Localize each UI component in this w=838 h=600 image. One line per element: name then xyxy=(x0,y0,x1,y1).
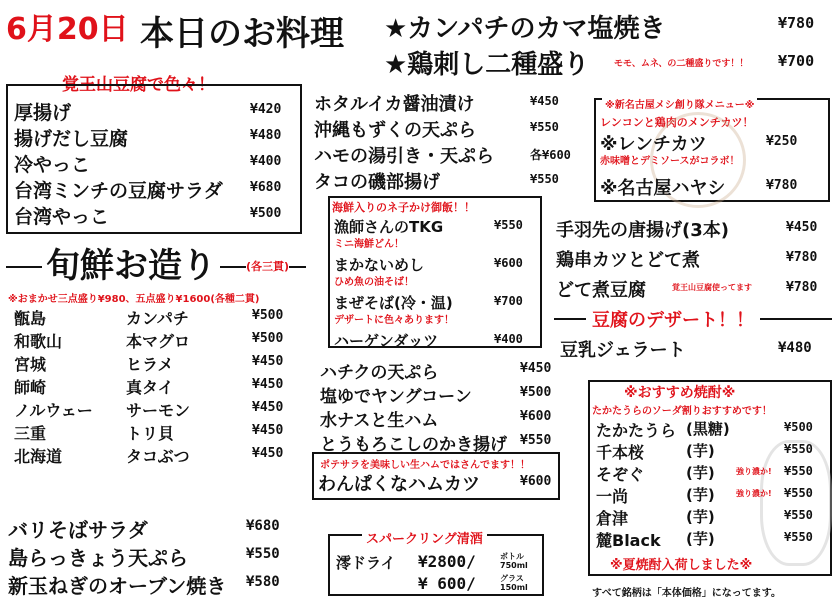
dessert-header: 豆腐のデザート！！ xyxy=(586,306,760,332)
nagoya-item-name: ※レンチカツ xyxy=(600,134,707,155)
menu-date: 6月20日 xyxy=(6,12,129,47)
tofu-item-name: 揚げだし豆腐 xyxy=(14,128,129,150)
sashimi-title-note: (各三貫) xyxy=(246,260,290,273)
hamukatsu-price: ¥600 xyxy=(520,474,552,489)
rice-item-name: まぜそば(冷・温) xyxy=(334,294,453,312)
sashimi-price: ¥450 xyxy=(252,354,284,369)
nagoya-item-price: ¥780 xyxy=(766,178,798,193)
right-mid-item-name: 手羽先の唐揚げ(3本) xyxy=(556,220,729,241)
sashimi-title: 旬鮮お造り xyxy=(42,238,220,287)
rice-item-price: ¥600 xyxy=(494,256,523,270)
sashimi-price: ¥450 xyxy=(252,400,284,415)
shochu-name: たかたうら xyxy=(596,421,677,440)
sashimi-price: ¥450 xyxy=(252,377,284,392)
sashimi-origin: ノルウェー xyxy=(14,401,93,420)
shochu-type: (芋) xyxy=(686,508,715,526)
tofu-item-price: ¥420 xyxy=(250,102,282,117)
tofu-header: 覚王山豆腐で色々！ xyxy=(62,75,215,95)
right-mid-item-price: ¥780 xyxy=(786,280,818,295)
page-title: 本日のお料理 xyxy=(140,14,344,54)
bottom-left-item-price: ¥580 xyxy=(246,574,280,590)
rice-header: 海鮮入りのネ子かけ御飯！！ xyxy=(332,201,475,214)
shochu-price: ¥550 xyxy=(784,464,813,478)
nagoya-item-name: 赤味噌とデミソースがコラボ！ xyxy=(600,156,740,167)
shochu-header: ※おすすめ焼酎※ xyxy=(624,385,736,401)
tofu-item-price: ¥400 xyxy=(250,154,282,169)
sashimi-origin: 和歌山 xyxy=(14,332,63,351)
special-2-name: ★鶏刺し二種盛り xyxy=(384,50,590,80)
tofu-item-price: ¥480 xyxy=(250,128,282,143)
sparkling-glass-note: グラス150ml xyxy=(500,574,528,592)
sashimi-origin: 甑島 xyxy=(14,309,47,328)
bottom-left-item-name: バリそばサラダ xyxy=(8,518,148,542)
shochu-price: ¥550 xyxy=(784,486,813,500)
mid-bottom-item-price: ¥600 xyxy=(520,409,552,424)
shochu-price: ¥500 xyxy=(784,420,813,434)
right-mid-item-price: ¥780 xyxy=(786,250,818,265)
special-1-price: ¥780 xyxy=(778,14,815,32)
sparkling-name: 澪ドライ xyxy=(336,554,396,572)
shochu-note: 強り濃か! xyxy=(736,489,772,498)
sashimi-price: ¥500 xyxy=(252,308,284,323)
hamukatsu-note: ポテサラを美味しい生ハムではさんでます！！ xyxy=(320,460,530,471)
right-mid-item-note: 覚王山豆腐使ってます xyxy=(672,283,752,292)
mid-top-item-name: ホタルイカ醤油漬け xyxy=(314,94,475,115)
mid-top-item-price: ¥450 xyxy=(530,94,559,108)
special-2-note: モモ、ムネ、の二種盛りです！！ xyxy=(614,59,749,69)
shochu-name: そぞぐ xyxy=(596,465,645,484)
tofu-item-name: 台湾ミンチの豆腐サラダ xyxy=(14,180,223,202)
sparkling-bottle-note: ボトル750ml xyxy=(500,552,528,570)
rice-item-price: ¥400 xyxy=(494,332,523,346)
mid-top-item-name: タコの磯部揚げ xyxy=(314,172,440,193)
sashimi-origin: 師崎 xyxy=(14,378,47,397)
rice-item-name: まかないめし xyxy=(334,256,425,274)
mid-top-item-price: ¥550 xyxy=(530,172,559,186)
sashimi-price: ¥450 xyxy=(252,446,284,461)
shochu-type: (芋) xyxy=(686,530,715,548)
mid-bottom-item-price: ¥550 xyxy=(520,433,552,448)
tofu-item-price: ¥500 xyxy=(250,206,282,221)
footer-note: すべて銘柄は「本体価格」になってます。 xyxy=(592,588,781,599)
rice-item-price: ¥700 xyxy=(494,294,523,308)
rice-item-name: 漁師さんのTKG xyxy=(334,218,444,236)
right-mid-item-price: ¥450 xyxy=(786,220,818,235)
tofu-item-name: 台湾やっこ xyxy=(14,206,110,228)
sashimi-fish: サーモン xyxy=(126,401,191,420)
sashimi-fish: トリ貝 xyxy=(126,424,175,443)
shochu-note: 強り濃か! xyxy=(736,467,772,476)
mid-bottom-item-name: 塩ゆでヤングコーン xyxy=(320,387,472,407)
sashimi-price: ¥450 xyxy=(252,423,284,438)
nagoya-item-price: ¥250 xyxy=(766,134,798,149)
shochu-price: ¥550 xyxy=(784,508,813,522)
special-1-name: ★カンパチのカマ塩焼き xyxy=(384,14,666,44)
shochu-footer: ※夏焼酎入荷しました※ xyxy=(610,558,753,573)
rice-item-name: ミニ海鮮どん！ xyxy=(334,239,404,250)
bottom-left-item-price: ¥680 xyxy=(246,518,280,534)
mid-bottom-item-name: ハチクの天ぷら xyxy=(320,363,439,383)
sashimi-note: ※おまかせ三点盛り¥980、五点盛り¥1600(各種二貫) xyxy=(8,294,260,305)
nagoya-item-name: ※名古屋ハヤシ xyxy=(600,178,726,199)
mid-bottom-item-price: ¥450 xyxy=(520,361,552,376)
nagoya-sub: レンコンと鶏肉のメンチカツ！ xyxy=(600,116,754,129)
mid-top-item-name: ハモの湯引き・天ぷら xyxy=(314,146,494,167)
sashimi-origin: 三重 xyxy=(14,424,47,443)
tofu-item-name: 冷やっこ xyxy=(14,154,91,176)
rice-item-price: ¥550 xyxy=(494,218,523,232)
shochu-type: (芋) xyxy=(686,442,715,460)
mid-bottom-item-name: とうもろこしのかき揚げ xyxy=(320,435,507,455)
rice-item-name: ひめ魚の油そば！ xyxy=(334,277,414,288)
shochu-price: ¥550 xyxy=(784,442,813,456)
mid-top-item-name: 沖縄もずくの天ぷら xyxy=(314,120,476,141)
dessert-item-name: 豆乳ジェラート xyxy=(560,340,686,361)
nagoya-header: ※新名古屋メシ創り隊メニュー※ xyxy=(602,96,757,111)
rice-item-name: デザートに色々あります！ xyxy=(334,315,454,326)
hamukatsu-name: わんぱくなハムカツ xyxy=(318,474,480,495)
sashimi-origin: 北海道 xyxy=(14,447,63,466)
sparkling-glass-price: ¥ 600/ xyxy=(418,574,476,593)
mid-top-item-price: ¥550 xyxy=(530,120,559,134)
rice-item-name: ハーゲンダッツ xyxy=(334,332,439,350)
sashimi-fish: 本マグロ xyxy=(126,332,191,351)
sashimi-fish: タコぶつ xyxy=(126,447,190,466)
sashimi-origin: 宮城 xyxy=(14,355,47,374)
mid-bottom-item-price: ¥500 xyxy=(520,385,552,400)
mid-top-item-price: 各¥600 xyxy=(530,148,571,162)
right-mid-item-name: 鶏串カツとどて煮 xyxy=(556,250,700,271)
right-mid-item-name: どて煮豆腐 xyxy=(556,280,646,301)
tofu-item-price: ¥680 xyxy=(250,180,282,195)
shochu-name: 千本桜 xyxy=(596,443,645,462)
shochu-type: (芋) xyxy=(686,486,715,504)
shochu-sub: たかたうらのソーダ割りおすすめです！ xyxy=(592,406,772,417)
special-2-price: ¥700 xyxy=(778,52,815,70)
tofu-item-name: 厚揚げ xyxy=(14,102,72,124)
shochu-type: (黒糖) xyxy=(686,420,730,438)
bottom-left-item-price: ¥550 xyxy=(246,546,280,562)
mid-bottom-item-name: 水ナスと生ハム xyxy=(320,411,439,431)
bottom-left-item-name: 島らっきょう天ぷら xyxy=(8,546,188,570)
shochu-name: 倉津 xyxy=(596,509,629,528)
shochu-type: (芋) xyxy=(686,464,715,482)
sparkling-bottle-price: ¥2800/ xyxy=(418,552,476,571)
sashimi-fish: カンパチ xyxy=(126,309,189,328)
watermark-logo xyxy=(760,440,832,566)
shochu-price: ¥550 xyxy=(784,530,813,544)
sashimi-price: ¥500 xyxy=(252,331,284,346)
dessert-item-price: ¥480 xyxy=(778,340,812,356)
shochu-name: 麓Black xyxy=(596,531,661,550)
bottom-left-item-name: 新玉ねぎのオーブン焼き xyxy=(8,574,227,598)
shochu-name: 一尚 xyxy=(596,487,629,506)
sparkling-header: スパークリング清酒 xyxy=(362,528,487,547)
sashimi-fish: ヒラメ xyxy=(126,355,174,374)
sashimi-fish: 真タイ xyxy=(126,378,174,397)
